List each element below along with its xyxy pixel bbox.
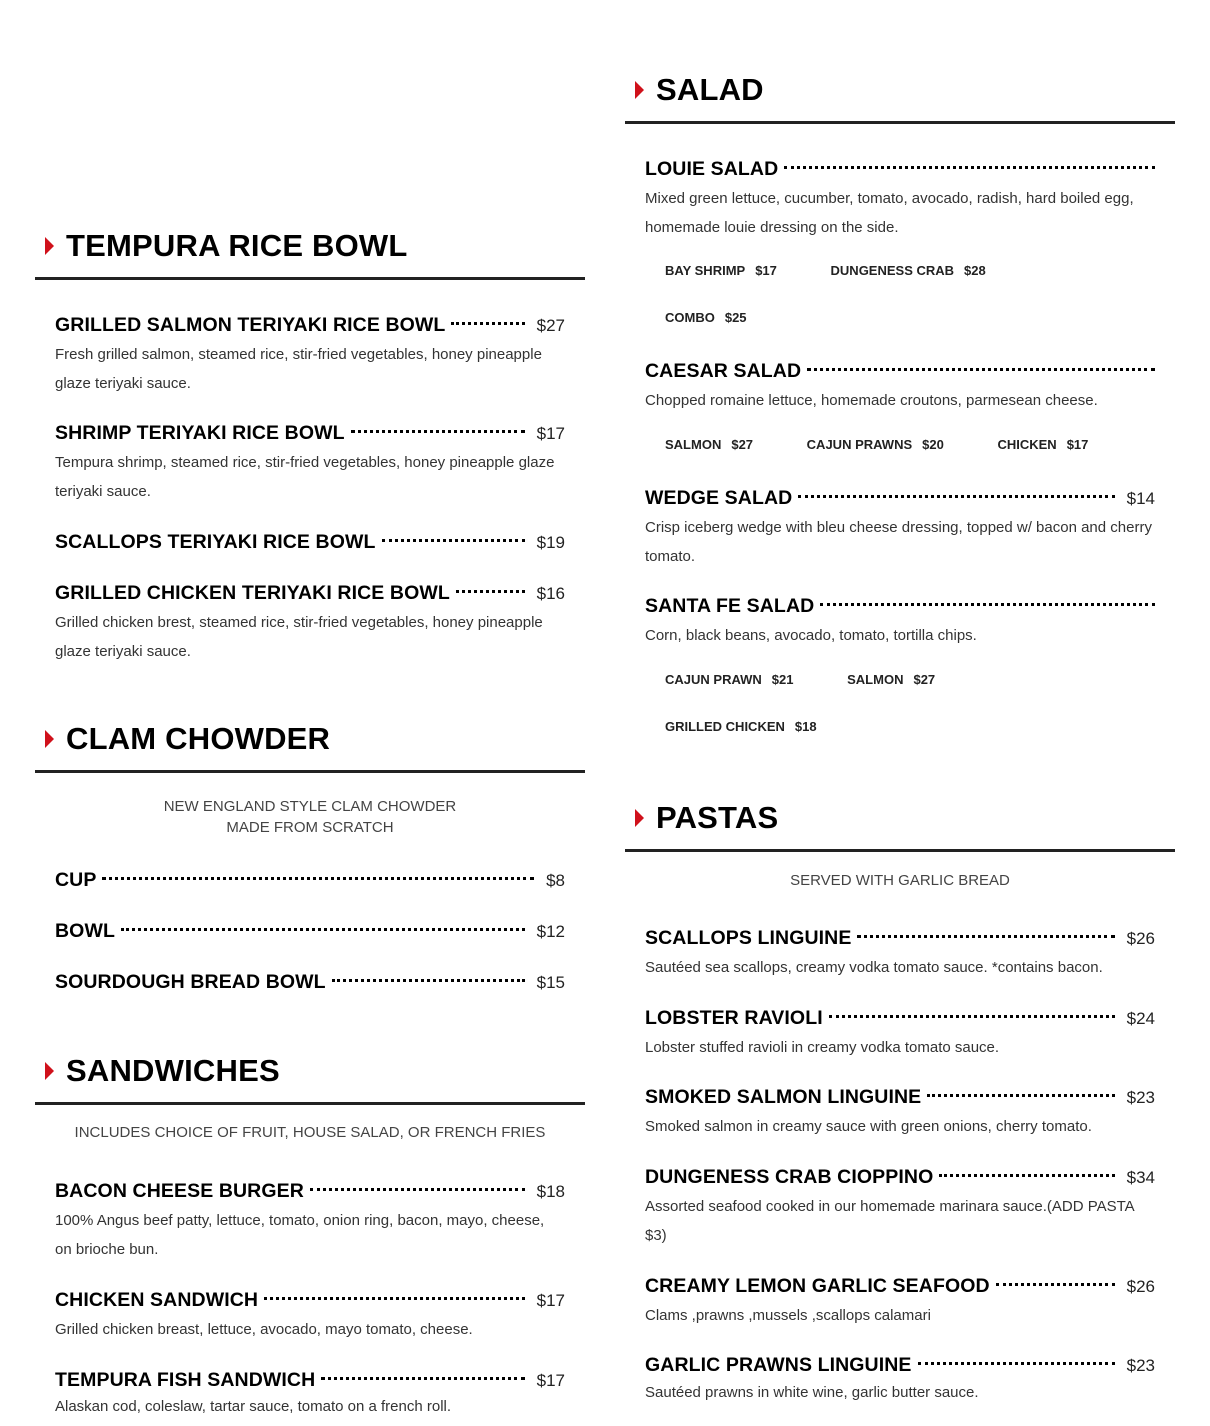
section-note <box>35 796 585 838</box>
section-header <box>35 707 585 773</box>
section-clam-chowder <box>35 707 585 838</box>
dot-leader <box>857 935 1114 938</box>
menu-item <box>55 869 565 893</box>
item-description: Corn, black beans, avocado, tomato, tortilla chips. <box>645 627 977 644</box>
item-name: BOWL <box>55 920 115 942</box>
section-tempura-rice-bowl <box>35 214 585 280</box>
add-on-option: DUNGENESS CRAB $28 <box>830 263 986 278</box>
item-price: $27 <box>536 316 565 335</box>
item-description: Mixed green lettuce, cucumber, tomato, avocado, radish, hard boiled egg, homemade louie dressing on the side. <box>645 190 1134 236</box>
menu-item <box>645 1354 1155 1406</box>
menu-item <box>645 1086 1155 1141</box>
item-description: Tempura shrimp, steamed rice, stir-fried vegetables, honey pineapple glaze teriyaki sauce. <box>55 454 555 500</box>
add-on-options <box>665 263 1036 278</box>
item-price: $17 <box>536 1371 565 1390</box>
section-title: PASTAS <box>656 800 779 835</box>
item-description: Chopped romaine lettuce, homemade croutons, parmesean cheese. <box>645 392 1098 409</box>
section-header <box>35 214 585 280</box>
item-price: $17 <box>536 1291 565 1310</box>
section-divider <box>35 277 585 280</box>
dot-leader <box>351 430 525 433</box>
item-price: $8 <box>546 871 565 890</box>
section-header <box>35 1039 585 1105</box>
section-header <box>625 786 1175 852</box>
section-divider <box>35 770 585 773</box>
section-title: CLAM CHOWDER <box>66 721 331 756</box>
item-price: $26 <box>1126 1277 1155 1296</box>
menu-item <box>645 927 1155 982</box>
dot-leader <box>310 1188 525 1191</box>
dot-leader <box>939 1174 1114 1177</box>
item-name: BACON CHEESE BURGER <box>55 1180 304 1202</box>
item-price: $12 <box>536 922 565 941</box>
item-description: Sautéed sea scallops, creamy vodka tomato sauce. *contains bacon. <box>645 959 1103 976</box>
dot-leader <box>451 322 524 325</box>
menu-item <box>55 1289 565 1344</box>
menu-item <box>55 531 565 555</box>
add-on-option: CAJUN PRAWNS $20 <box>806 437 944 452</box>
section-salad <box>625 58 1175 124</box>
menu-item <box>55 920 565 944</box>
item-name: SHRIMP TERIYAKI RICE BOWL <box>55 422 345 444</box>
note-line: NEW ENGLAND STYLE CLAM CHOWDER <box>163 798 457 815</box>
item-description: Crisp iceberg wedge with bleu cheese dressing, topped w/ bacon and cherry tomato. <box>645 519 1152 565</box>
item-name: GRILLED CHICKEN TERIYAKI RICE BOWL <box>55 582 450 604</box>
item-name: DUNGENESS CRAB CIOPPINO <box>645 1166 934 1188</box>
note-line: MADE FROM SCRATCH <box>226 819 394 836</box>
item-description: Grilled chicken brest, steamed rice, stir-fried vegetables, honey pineapple glaze teriyaki sauce. <box>55 614 543 660</box>
item-description: Assorted seafood cooked in our homemade marinara sauce.(ADD PASTA $3) <box>645 1198 1134 1244</box>
item-name: CUP <box>55 869 97 891</box>
menu-item <box>645 595 1155 650</box>
section-divider <box>625 121 1175 124</box>
add-on-option: SALMON $27 <box>847 672 936 687</box>
item-name: CHICKEN SANDWICH <box>55 1289 259 1311</box>
caret-right-icon <box>635 81 644 99</box>
add-on-options <box>665 310 797 325</box>
dot-leader <box>456 590 525 593</box>
menu-item <box>645 360 1155 415</box>
item-name: GRILLED SALMON TERIYAKI RICE BOWL <box>55 314 446 336</box>
section-divider <box>625 849 1175 852</box>
add-on-options <box>665 719 867 734</box>
item-price: $24 <box>1126 1009 1155 1028</box>
menu-item <box>55 314 565 398</box>
item-name: SANTA FE SALAD <box>645 595 815 617</box>
dot-leader <box>927 1094 1114 1097</box>
item-name: SCALLOPS LINGUINE <box>645 927 852 949</box>
menu-item <box>645 1275 1155 1330</box>
dot-leader <box>102 877 534 880</box>
add-on-options <box>665 672 985 687</box>
item-price: $17 <box>536 424 565 443</box>
menu-item <box>645 1166 1155 1250</box>
section-title: SANDWICHES <box>66 1053 280 1088</box>
add-on-option: SALMON $27 <box>665 437 754 452</box>
menu-item <box>55 971 565 995</box>
item-description: Fresh grilled salmon, steamed rice, stir-fried vegetables, honey pineapple glaze teriyaki sauce. <box>55 346 542 392</box>
add-on-option: COMBO $25 <box>665 310 747 325</box>
item-name: GARLIC PRAWNS LINGUINE <box>645 1354 912 1376</box>
item-price: $18 <box>536 1182 565 1201</box>
item-description: Lobster stuffed ravioli in creamy vodka tomato sauce. <box>645 1039 1000 1056</box>
item-price: $15 <box>536 973 565 992</box>
item-price: $26 <box>1126 929 1155 948</box>
item-description: Clams ,prawns ,mussels ,scallops calamari <box>645 1307 931 1324</box>
add-on-options <box>665 437 1138 452</box>
item-name: WEDGE SALAD <box>645 487 793 509</box>
dot-leader <box>121 928 525 931</box>
section-divider <box>35 1102 585 1105</box>
item-description: Alaskan cod, coleslaw, tartar sauce, tomato on a french roll. <box>55 1398 452 1415</box>
section-sandwiches <box>35 1039 585 1143</box>
item-price: $23 <box>1126 1088 1155 1107</box>
dot-leader <box>996 1283 1115 1286</box>
item-description: Grilled chicken breast, lettuce, avocado, mayo tomato, cheese. <box>55 1321 473 1338</box>
section-title: SALAD <box>656 72 764 107</box>
menu-item <box>645 1007 1155 1062</box>
item-price: $34 <box>1126 1168 1155 1187</box>
section-note: SERVED WITH GARLIC BREAD <box>790 872 1010 889</box>
item-name: TEMPURA FISH SANDWICH <box>55 1369 316 1391</box>
item-price: $16 <box>536 584 565 603</box>
item-description: 100% Angus beef patty, lettuce, tomato, onion ring, bacon, mayo, cheese, on brioche bun. <box>55 1212 545 1258</box>
caret-right-icon <box>45 730 54 748</box>
add-on-option: BAY SHRIMP $17 <box>665 263 777 278</box>
menu-item <box>645 487 1155 571</box>
item-name: LOBSTER RAVIOLI <box>645 1007 823 1029</box>
dot-leader <box>829 1015 1115 1018</box>
dot-leader <box>807 368 1155 371</box>
add-on-option: CHICKEN $17 <box>997 437 1089 452</box>
menu-item <box>55 1369 565 1419</box>
dot-leader <box>918 1362 1115 1365</box>
item-description: Sautéed prawns in white wine, garlic butter sauce. <box>645 1384 979 1401</box>
item-price: $14 <box>1126 489 1155 508</box>
item-name: CAESAR SALAD <box>645 360 802 382</box>
dot-leader <box>332 979 525 982</box>
caret-right-icon <box>635 809 644 827</box>
item-price: $23 <box>1126 1356 1155 1375</box>
section-note: INCLUDES CHOICE OF FRUIT, HOUSE SALAD, OR FRENCH FRIES <box>74 1124 546 1141</box>
item-price: $19 <box>536 533 565 552</box>
dot-leader <box>264 1297 525 1300</box>
menu-item <box>55 582 565 666</box>
caret-right-icon <box>45 1062 54 1080</box>
menu-item <box>55 422 565 506</box>
item-name: SCALLOPS TERIYAKI RICE BOWL <box>55 531 376 553</box>
item-name: CREAMY LEMON GARLIC SEAFOOD <box>645 1275 990 1297</box>
item-description: Smoked salmon in creamy sauce with green onions, cherry tomato. <box>645 1118 1092 1135</box>
section-pastas <box>625 786 1175 891</box>
item-name: SOURDOUGH BREAD BOWL <box>55 971 326 993</box>
menu-item <box>645 158 1155 242</box>
menu-item <box>55 1180 565 1264</box>
dot-leader <box>820 603 1155 606</box>
add-on-option: GRILLED CHICKEN $18 <box>665 719 817 734</box>
dot-leader <box>798 495 1114 498</box>
dot-leader <box>784 166 1155 169</box>
add-on-option: CAJUN PRAWN $21 <box>665 672 794 687</box>
caret-right-icon <box>45 237 54 255</box>
section-header <box>625 58 1175 124</box>
dot-leader <box>382 539 525 542</box>
item-name: SMOKED SALMON LINGUINE <box>645 1086 922 1108</box>
section-title: TEMPURA RICE BOWL <box>66 228 408 263</box>
dot-leader <box>321 1377 524 1380</box>
item-name: LOUIE SALAD <box>645 158 779 180</box>
